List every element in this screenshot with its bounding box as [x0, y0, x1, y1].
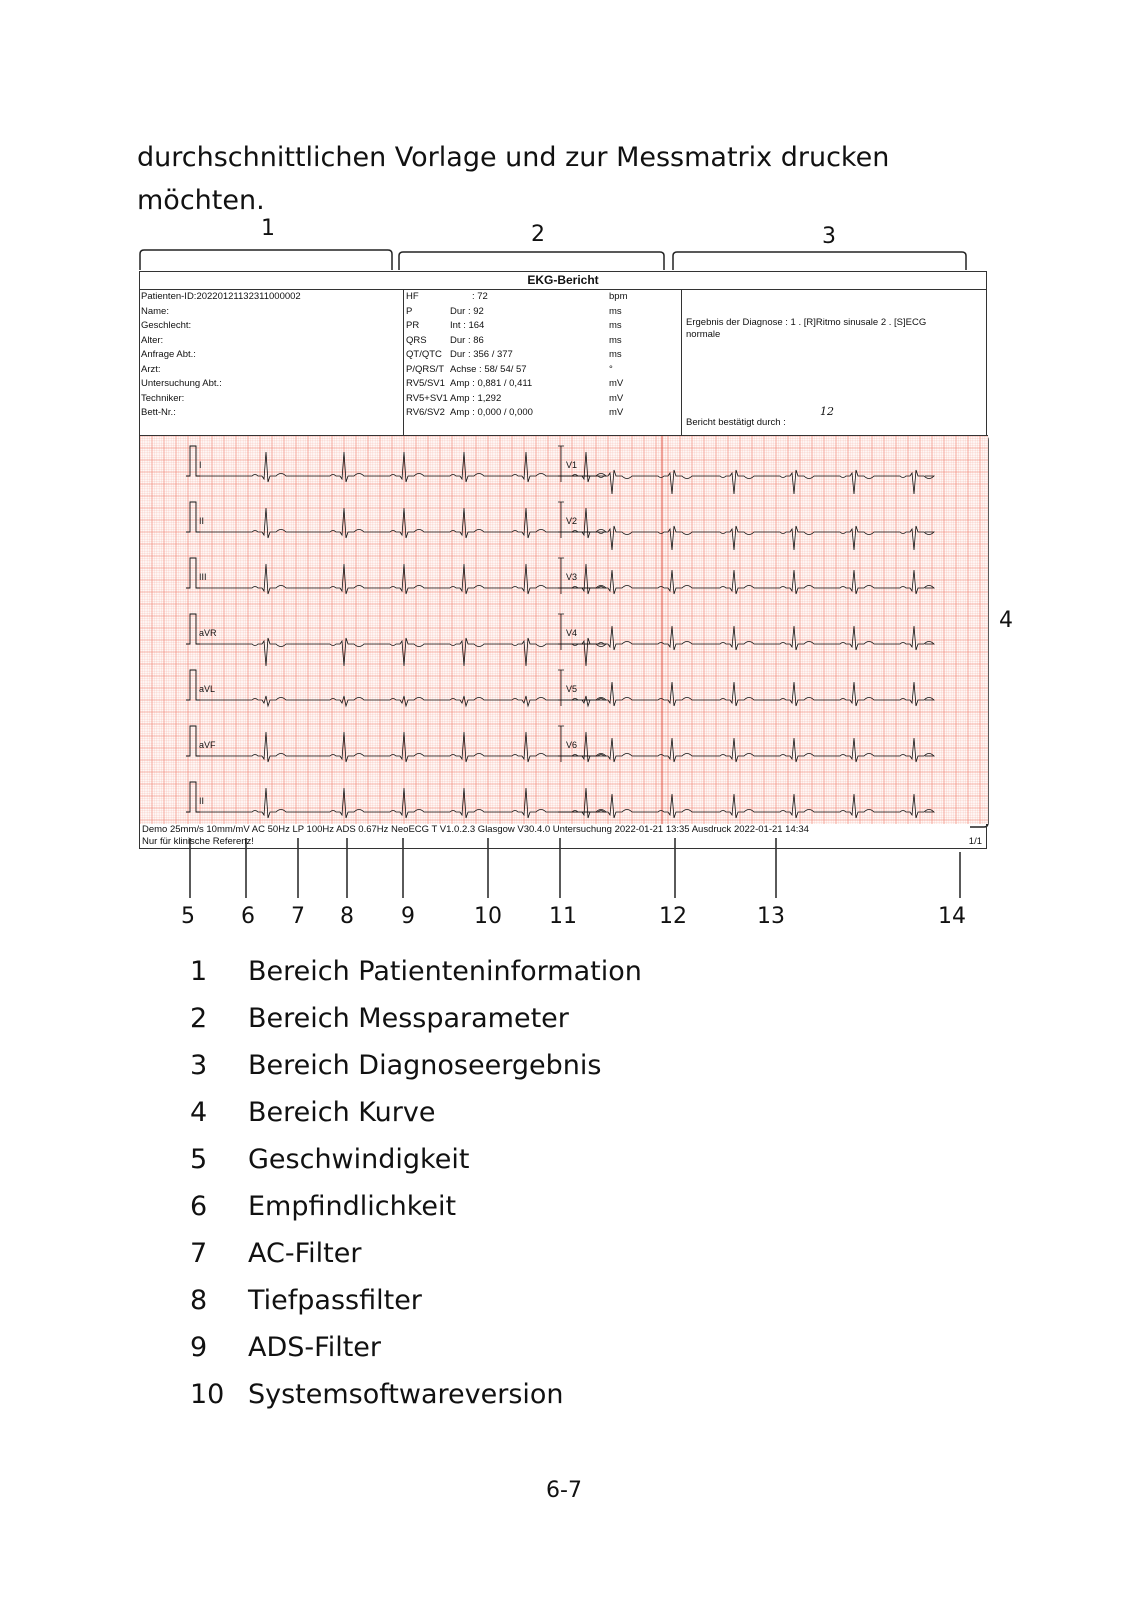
- intro-line-1: durchschnittlichen Vorlage und zur Messmatrix drucken: [137, 142, 890, 173]
- legend-label: Systemsoftwareversion: [248, 1379, 564, 1410]
- param-unit: mV: [609, 407, 624, 418]
- param-unit: mV: [609, 378, 624, 389]
- callout-11: 11: [549, 904, 577, 929]
- param-value: Amp : 1,292: [450, 392, 502, 404]
- brace-2: [399, 252, 664, 270]
- lead-label: aVL: [199, 684, 216, 694]
- legend-number: 10: [190, 1379, 225, 1410]
- ecg-waveforms: [140, 436, 988, 824]
- signature: 12: [820, 405, 834, 418]
- brace-1: [140, 250, 392, 270]
- param-unit: bpm: [609, 291, 628, 302]
- legend-label: Bereich Kurve: [248, 1097, 436, 1128]
- legend-label: Bereich Messparameter: [248, 1003, 569, 1034]
- ecg-report: [139, 271, 987, 849]
- legend-number: 9: [190, 1332, 208, 1363]
- legend-label: ADS-Filter: [248, 1332, 382, 1363]
- callout-8: 8: [340, 904, 354, 929]
- param-value: : 72: [472, 291, 488, 302]
- patient-technician: Techniker:: [141, 392, 185, 404]
- waveform-area: [140, 435, 988, 824]
- lead-label: aVF: [199, 740, 216, 750]
- legend-label: Bereich Diagnoseergebnis: [248, 1050, 602, 1081]
- lead-label: V2: [566, 516, 578, 526]
- lead-label: V4: [566, 628, 578, 638]
- param-value: Amp : 0,881 / 0,411: [450, 378, 533, 389]
- callout-1: 1: [261, 216, 275, 241]
- legend-number: 3: [190, 1050, 208, 1081]
- param-value: Dur : 92: [450, 305, 484, 317]
- page-number: 6-7: [546, 1478, 582, 1503]
- callout-10: 10: [474, 904, 502, 929]
- callout-3: 3: [822, 224, 836, 249]
- legend-number: 2: [190, 1003, 208, 1034]
- diagnosis-result: Ergebnis der Diagnose : 1 . [R]Ritmo sinusale 2 . [S]ECG: [686, 317, 927, 328]
- param-value: Dur : 86: [450, 334, 484, 346]
- lead-label: II: [199, 796, 205, 806]
- param-key: QRS: [406, 334, 427, 346]
- patient-info-area: [140, 289, 404, 435]
- param-unit: °: [609, 363, 613, 375]
- param-unit: ms: [609, 349, 622, 360]
- patient-doctor: Arzt:: [141, 363, 161, 375]
- callout-5: 5: [181, 904, 195, 929]
- lead-label: V1: [566, 460, 578, 470]
- callout-7: 7: [291, 904, 305, 929]
- callout-13: 13: [757, 904, 785, 929]
- lead-label: I: [199, 460, 202, 470]
- diagnosis-result-cont: normale: [686, 329, 721, 340]
- legend-number: 5: [190, 1144, 208, 1175]
- param-value: Int : 164: [450, 320, 485, 331]
- param-value: Dur : 356 / 377: [450, 349, 513, 360]
- param-value: Amp : 0,000 / 0,000: [450, 407, 533, 418]
- legend-label: Bereich Patienteninformation: [248, 956, 642, 987]
- patient-id: Patienten-ID:20220121132311000002: [141, 291, 301, 302]
- callout-12: 12: [659, 904, 687, 929]
- param-unit: mV: [609, 392, 624, 404]
- patient-bed: Bett-Nr.:: [141, 407, 176, 418]
- report-page-number: 1/1: [968, 836, 982, 847]
- patient-age: Alter:: [141, 334, 164, 346]
- param-key: QT/QTC: [406, 349, 442, 360]
- legend-label: Geschwindigkeit: [248, 1144, 470, 1175]
- param-unit: ms: [609, 305, 622, 317]
- param-key: P/QRS/T: [406, 363, 445, 375]
- legend-label: AC-Filter: [248, 1238, 362, 1269]
- diagnosis-area: [682, 289, 988, 435]
- callout-9: 9: [401, 904, 415, 929]
- intro-text: [137, 136, 1037, 222]
- legend-number: 7: [190, 1238, 208, 1269]
- lead-label: V3: [566, 572, 578, 582]
- legend-label: Empfindlichkeit: [248, 1191, 457, 1222]
- legend-number: 4: [190, 1097, 208, 1128]
- legend-number: 6: [190, 1191, 208, 1222]
- lead-label: V6: [566, 740, 578, 750]
- legend-number: 1: [190, 956, 208, 987]
- lead-label: II: [199, 516, 205, 526]
- param-key: PR: [406, 320, 420, 331]
- legend-number: 8: [190, 1285, 208, 1316]
- report-footer-settings: Demo 25mm/s 10mm/mV AC 50Hz LP 100Hz ADS 0.67Hz NeoECG T V1.0.2.3 Glasgow V30.4.0 Untersuchung 2022-01-21 13:35 Ausdruck 2022-01-21 14:34: [142, 824, 809, 835]
- clinical-reference-note: Nur für klinische Referenz!: [142, 836, 254, 847]
- callout-6: 6: [241, 904, 255, 929]
- report-title: EKG-Bericht: [140, 272, 986, 290]
- patient-sex: Geschlecht:: [141, 320, 192, 331]
- intro-line-2: möchten.: [137, 185, 265, 216]
- param-unit: ms: [609, 320, 622, 331]
- patient-exam-dept: Untersuchung Abt.:: [141, 378, 222, 389]
- lead-label: III: [199, 572, 207, 582]
- callout-14: 14: [938, 904, 966, 929]
- lead-label: V5: [566, 684, 578, 694]
- callout-2: 2: [531, 222, 545, 247]
- param-key: HF: [406, 291, 419, 302]
- brace-3: [673, 252, 966, 270]
- legend-label: Tiefpassfilter: [248, 1285, 422, 1316]
- param-key: P: [406, 305, 413, 317]
- lead-label: aVR: [199, 628, 217, 638]
- patient-name: Name:: [141, 305, 169, 317]
- param-value: Achse : 58/ 54/ 57: [450, 363, 527, 375]
- param-key: RV5/SV1: [406, 378, 445, 389]
- callout-4: 4: [999, 608, 1013, 633]
- param-key: RV5+SV1: [406, 392, 448, 404]
- patient-request-dept: Anfrage Abt.:: [141, 349, 196, 360]
- param-unit: ms: [609, 334, 622, 346]
- param-key: RV6/SV2: [406, 407, 445, 418]
- confirmed-by-label: Bericht bestätigt durch :: [686, 417, 786, 428]
- measurement-parameters-area: [404, 289, 682, 435]
